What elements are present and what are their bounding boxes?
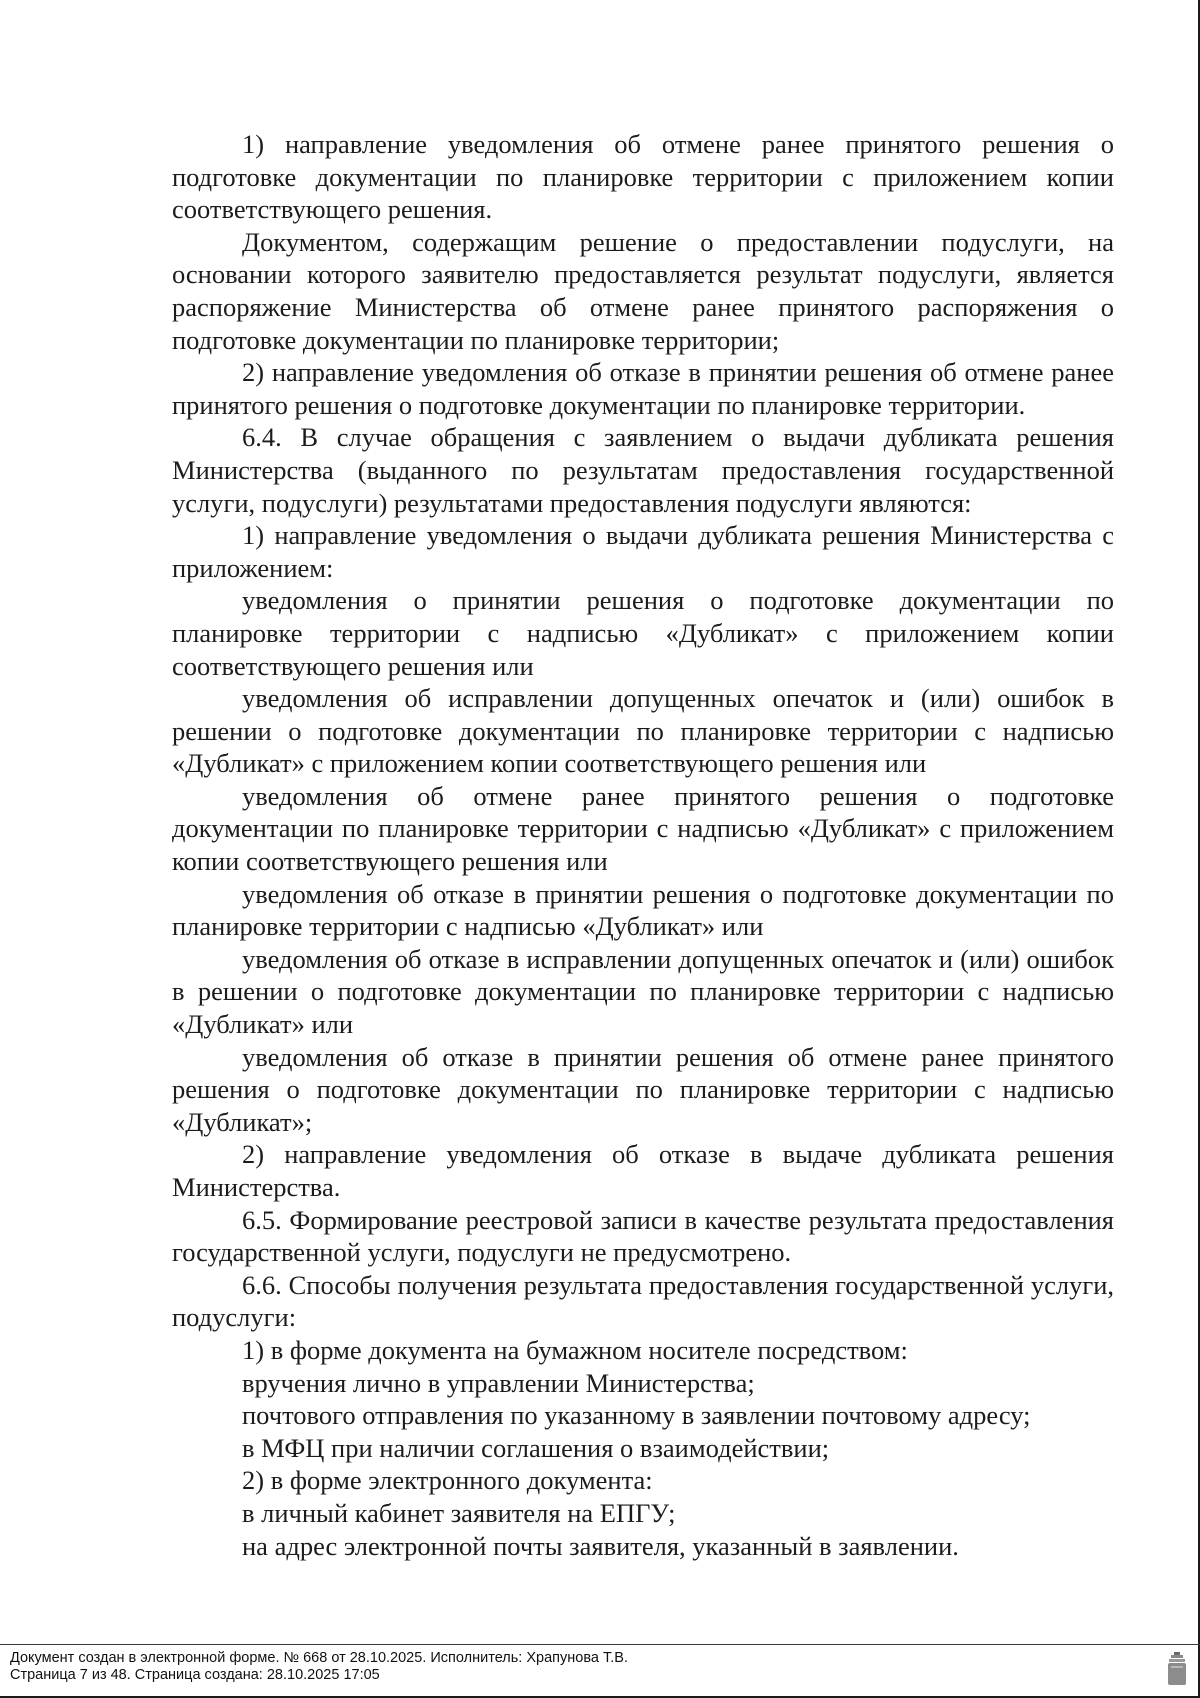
body-paragraph: 1) в форме документа на бумажном носителе посредством: — [242, 1334, 908, 1365]
body-paragraph: уведомления об отказе в исправлении допущенных опечаток и (или) ошибок в решении о подготовке документации по планировке территории с надписью «Дубликат» или — [172, 943, 1114, 1040]
body-paragraph: вручения лично в управлении Министерства; — [242, 1367, 755, 1398]
body-paragraph: 6.5. Формирование реестровой записи в качестве результата предоставления государственной услуги, подуслуги не предусмотрено. — [172, 1204, 1114, 1268]
body-paragraph: 2) направление уведомления об отказе в выдаче дубликата решения Министерства. — [172, 1139, 1114, 1202]
body-paragraph: 6.4. В случае обращения с заявлением о выдачи дубликата решения Министерства (выданного по результатам предоставления государственной услуги, подуслуги) результатами предоставления подуслуги являются: — [172, 422, 1114, 518]
body-paragraph: 2) направление уведомления об отказе в принятии решения об отмене ранее принятого решения о подготовке документации по планировке территории. — [172, 357, 1114, 420]
body-paragraph: уведомления об отказе в принятии решения об отмене ранее принятого решения о подготовке документации по планировке территории с надписью «Дубликат»; — [172, 1041, 1114, 1137]
body-paragraph: 2) в форме электронного документа: — [242, 1465, 653, 1496]
footer-line-1: Документ создан в электронной форме. № 668 от 28.10.2025. Исполнитель: Храпунова Т.В. — [10, 1650, 628, 1666]
document-stamp-icon — [1167, 1652, 1187, 1686]
body-paragraph: 1) направление уведомления об отмене ранее принятого решения о подготовке документации по планировке территории с приложением копии соответствующего решения. — [172, 129, 1114, 225]
body-paragraph: уведомления о принятии решения о подготовке документации по планировке территории с надписью «Дубликат» с приложением копии соответствующего решения или — [172, 585, 1114, 681]
body-paragraph: на адрес электронной почты заявителя, указанный в заявлении. — [242, 1530, 959, 1561]
body-paragraph: уведомления об отмене ранее принятого решения о подготовке документации по планировке территории с надписью «Дубликат» с приложением копии соответствующего решения или — [172, 780, 1114, 877]
body-paragraph: уведомления об отказе в принятии решения о подготовке документации по планировке территории с надписью «Дубликат» или — [172, 878, 1114, 942]
body-paragraph: в МФЦ при наличии соглашения о взаимодействии; — [242, 1432, 830, 1463]
footer-line-2: Страница 7 из 48. Страница создана: 28.10.2025 17:05 — [10, 1667, 380, 1683]
body-paragraph: почтового отправления по указанному в заявлении почтовому адресу; — [242, 1400, 1031, 1431]
document-footer — [10, 1650, 628, 1684]
body-paragraph: уведомления об исправлении допущенных опечаток и (или) ошибок в решении о подготовке документации по планировке территории с надписью «Дубликат» с приложением копии соответствующего решения или — [172, 683, 1114, 779]
document-body — [172, 128, 1114, 1562]
body-paragraph: 1) направление уведомления о выдачи дубликата решения Министерства с приложением: — [172, 520, 1114, 583]
body-paragraph: в личный кабинет заявителя на ЕПГУ; — [242, 1497, 676, 1528]
footer-divider — [0, 1644, 1200, 1645]
body-paragraph: Документом, содержащим решение о предоставлении подуслуги, на основании которого заявителю предоставляется результат подуслуги, является распоряжение Министерства об отмене ранее принятого распоряжения о подготовке документации по планировке территории; — [172, 226, 1114, 355]
body-paragraph: 6.6. Способы получения результата предоставления государственной услуги, подуслуги: — [172, 1269, 1114, 1333]
